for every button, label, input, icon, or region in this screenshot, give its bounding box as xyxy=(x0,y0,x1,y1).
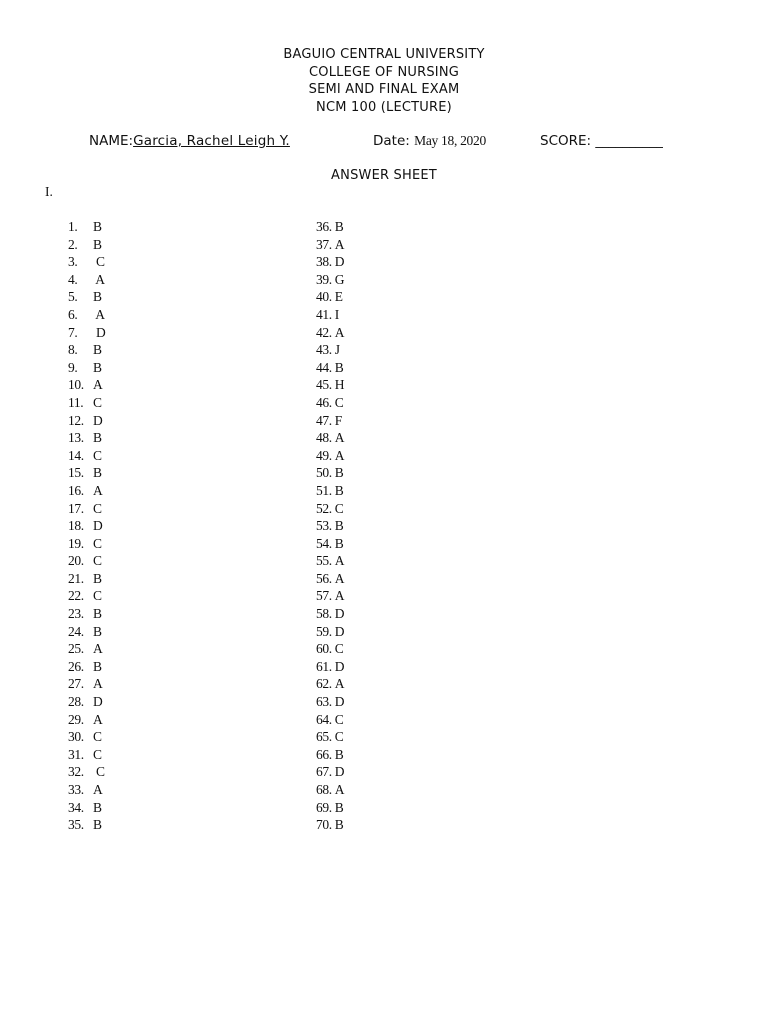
answer-number: 7. xyxy=(68,324,78,340)
answer-letter: D xyxy=(334,658,345,674)
answer-item xyxy=(316,447,476,465)
answer-letter: B xyxy=(93,623,102,639)
answer-number: 39. xyxy=(316,271,332,287)
answer-item xyxy=(316,763,476,781)
answer-letter: J xyxy=(334,342,340,358)
answer-letter: A xyxy=(334,447,345,463)
answer-number: 61. xyxy=(316,658,332,674)
answer-item xyxy=(316,341,476,359)
answer-number: 43. xyxy=(316,342,332,358)
answer-number: 67. xyxy=(316,764,332,780)
answer-letter: C xyxy=(93,553,102,569)
answer-letter: G xyxy=(334,271,345,287)
answer-letter: D xyxy=(93,694,103,710)
answer-letter: C xyxy=(334,711,344,727)
answer-letter: D xyxy=(334,764,345,780)
answer-letter: A xyxy=(93,377,103,393)
answer-item xyxy=(68,693,228,711)
answer-letter: C xyxy=(93,588,102,604)
answer-letter: B xyxy=(334,219,344,234)
college-name: COLLEGE OF NURSING xyxy=(308,64,460,80)
answer-item xyxy=(316,394,476,412)
answer-item xyxy=(68,464,228,482)
answer-letter: C xyxy=(334,641,344,657)
answer-number: 32. xyxy=(68,764,84,780)
answer-number: 46. xyxy=(316,394,332,410)
answer-item xyxy=(316,288,476,306)
answer-letter: A xyxy=(334,553,345,569)
university-name: BAGUIO CENTRAL UNIVERSITY xyxy=(283,47,485,62)
answer-item xyxy=(316,658,476,676)
answer-letter: A xyxy=(93,676,103,692)
name-block xyxy=(89,133,290,149)
answer-number: 40. xyxy=(316,289,332,305)
answer-number: 33. xyxy=(68,782,84,797)
answer-number: 17. xyxy=(68,500,84,516)
answer-item xyxy=(68,253,228,271)
answer-letter: C xyxy=(93,254,105,270)
answer-letter: B xyxy=(334,746,344,762)
answer-number: 53. xyxy=(316,518,332,534)
answer-letter: A xyxy=(93,306,105,322)
answer-item xyxy=(68,288,228,306)
answer-item xyxy=(316,464,476,482)
answer-item xyxy=(316,376,476,394)
answer-item xyxy=(68,640,228,658)
answer-letter: B xyxy=(334,817,344,833)
score-blank: __________ xyxy=(595,133,663,149)
answer-letter: C xyxy=(93,764,105,780)
answer-number: 68. xyxy=(316,782,332,797)
answer-letter: B xyxy=(334,482,344,498)
answer-letter: B xyxy=(93,359,102,375)
answer-item xyxy=(68,605,228,623)
answer-number: 64. xyxy=(316,711,332,727)
answer-letter: C xyxy=(93,746,102,762)
answer-letter: A xyxy=(93,482,103,498)
exam-date: May 18, 2020 xyxy=(414,133,486,148)
answer-letter: C xyxy=(93,447,102,463)
answer-number: 58. xyxy=(316,606,332,622)
answer-letter: D xyxy=(334,694,345,710)
answer-item xyxy=(68,394,228,412)
answer-item xyxy=(316,623,476,641)
answer-letter: A xyxy=(93,271,105,287)
student-info-row xyxy=(0,133,768,153)
answer-number: 8. xyxy=(68,342,78,358)
answer-letter: A xyxy=(334,588,345,604)
answer-item xyxy=(68,376,228,394)
answer-item xyxy=(316,728,476,746)
answer-letter: F xyxy=(334,412,342,428)
answer-sheet-title: ANSWER SHEET xyxy=(331,168,437,183)
answer-item xyxy=(68,500,228,518)
answer-item xyxy=(68,675,228,693)
answer-letter: D xyxy=(93,324,106,340)
answer-item xyxy=(316,746,476,764)
answer-item xyxy=(316,693,476,711)
answer-item xyxy=(68,306,228,324)
answer-number: 6. xyxy=(68,306,78,322)
answer-item xyxy=(68,271,228,289)
answer-item xyxy=(68,324,228,342)
answer-item xyxy=(68,412,228,430)
answer-number: 62. xyxy=(316,676,332,692)
answer-number: 18. xyxy=(68,518,84,534)
answer-letter: B xyxy=(334,465,344,481)
answer-number: 42. xyxy=(316,324,332,340)
answer-letter: C xyxy=(334,729,344,745)
answer-item xyxy=(316,324,476,342)
course-title: NCM 100 (LECTURE) xyxy=(316,99,452,115)
answer-item xyxy=(316,482,476,500)
answer-item xyxy=(68,728,228,746)
answer-item xyxy=(316,781,476,799)
answer-number: 2. xyxy=(68,236,78,252)
answer-number: 59. xyxy=(316,623,332,639)
answer-letter: D xyxy=(334,623,345,639)
answer-number: 51. xyxy=(316,482,332,498)
answer-number: 54. xyxy=(316,535,332,551)
answer-number: 9. xyxy=(68,359,78,375)
answer-letter: I xyxy=(334,306,339,322)
answer-item xyxy=(68,482,228,500)
answer-item xyxy=(68,746,228,764)
answer-item xyxy=(316,253,476,271)
answer-number: 23. xyxy=(68,606,84,622)
answer-number: 30. xyxy=(68,729,84,745)
answer-number: 70. xyxy=(316,817,332,833)
answer-letter: A xyxy=(334,676,345,692)
answer-item xyxy=(316,429,476,447)
answer-letter: A xyxy=(334,570,345,586)
answer-letter: A xyxy=(334,430,345,446)
answer-letter: C xyxy=(93,535,102,551)
answer-number: 14. xyxy=(68,447,84,463)
answer-number: 11. xyxy=(68,394,84,410)
answer-number: 44. xyxy=(316,359,332,375)
answer-letter: B xyxy=(93,289,102,305)
answer-item xyxy=(316,359,476,377)
answer-letter: B xyxy=(93,658,102,674)
answer-number: 34. xyxy=(68,799,84,815)
answer-letter: E xyxy=(334,289,343,305)
answer-letter: B xyxy=(334,359,344,375)
answer-number: 50. xyxy=(316,465,332,481)
answer-item xyxy=(68,816,228,834)
answer-item xyxy=(68,429,228,447)
answer-letter: C xyxy=(93,394,102,410)
answer-number: 52. xyxy=(316,500,332,516)
answer-number: 21. xyxy=(68,570,84,586)
name-label: NAME: xyxy=(89,133,134,149)
answer-letter: B xyxy=(93,465,102,481)
answer-number: 15. xyxy=(68,465,84,481)
answer-number: 26. xyxy=(68,658,84,674)
answer-number: 36. xyxy=(316,219,332,234)
answer-number: 19. xyxy=(68,535,84,551)
answer-letter: A xyxy=(93,782,103,797)
answer-number: 20. xyxy=(68,553,84,569)
answer-letter: A xyxy=(93,641,103,657)
student-name: Garcia, Rachel Leigh Y. xyxy=(133,133,290,149)
answer-item xyxy=(316,552,476,570)
answer-number: 13. xyxy=(68,430,84,446)
answer-letter: B xyxy=(93,606,102,622)
answer-item xyxy=(316,605,476,623)
answer-letter: A xyxy=(334,782,345,797)
answer-item xyxy=(316,816,476,834)
answer-item xyxy=(316,500,476,518)
answer-item xyxy=(316,675,476,693)
answer-item xyxy=(68,552,228,570)
answer-item xyxy=(68,535,228,553)
answer-item xyxy=(316,799,476,817)
answer-number: 48. xyxy=(316,430,332,446)
answer-number: 25. xyxy=(68,641,84,657)
answer-item xyxy=(68,359,228,377)
answer-number: 65. xyxy=(316,729,332,745)
date-label: Date: xyxy=(373,133,410,149)
answer-number: 12. xyxy=(68,412,84,428)
answer-letter: A xyxy=(334,324,345,340)
answer-item xyxy=(68,799,228,817)
answer-number: 24. xyxy=(68,623,84,639)
answer-number: 4. xyxy=(68,271,78,287)
answer-item xyxy=(316,535,476,553)
exam-title: SEMI AND FINAL EXAM xyxy=(308,82,460,97)
answer-item xyxy=(68,711,228,729)
answers-column-left xyxy=(68,218,228,834)
answer-item xyxy=(68,587,228,605)
score-block xyxy=(540,133,663,149)
answer-number: 16. xyxy=(68,482,84,498)
answer-letter: B xyxy=(93,342,102,358)
answer-number: 37. xyxy=(316,236,332,252)
answer-number: 57. xyxy=(316,588,332,604)
answer-number: 47. xyxy=(316,412,332,428)
answer-number: 56. xyxy=(316,570,332,586)
answer-letter: B xyxy=(93,219,102,234)
answer-letter: B xyxy=(93,799,102,815)
answer-item xyxy=(68,218,228,236)
score-label: SCORE: xyxy=(540,133,592,149)
answer-item xyxy=(68,763,228,781)
answer-item xyxy=(316,711,476,729)
answer-number: 38. xyxy=(316,254,332,270)
answer-letter: C xyxy=(93,500,102,516)
answer-number: 3. xyxy=(68,254,78,270)
answer-item xyxy=(68,623,228,641)
answer-letter: A xyxy=(93,711,103,727)
answer-number: 49. xyxy=(316,447,332,463)
answer-letter: B xyxy=(93,570,102,586)
answer-number: 10. xyxy=(68,377,84,393)
answer-letter: C xyxy=(334,394,344,410)
answer-number: 55. xyxy=(316,553,332,569)
answers-column-right xyxy=(316,218,476,834)
answer-letter: B xyxy=(93,430,102,446)
answer-item xyxy=(68,570,228,588)
answer-item xyxy=(68,447,228,465)
answer-number: 29. xyxy=(68,711,84,727)
answer-item xyxy=(316,640,476,658)
answer-number: 63. xyxy=(316,694,332,710)
answer-letter: A xyxy=(334,236,345,252)
answer-number: 5. xyxy=(68,289,78,305)
answer-number: 28. xyxy=(68,694,84,710)
answer-letter: D xyxy=(334,254,345,270)
answer-letter: D xyxy=(93,412,103,428)
answer-item xyxy=(68,236,228,254)
answer-number: 1. xyxy=(68,219,78,234)
answer-item xyxy=(316,587,476,605)
answer-number: 66. xyxy=(316,746,332,762)
answer-letter: C xyxy=(334,500,344,516)
answer-letter: H xyxy=(334,377,345,393)
answer-item xyxy=(68,781,228,799)
answer-letter: D xyxy=(93,518,103,534)
answer-item xyxy=(316,412,476,430)
answer-letter: B xyxy=(93,236,102,252)
answer-number: 60. xyxy=(316,641,332,657)
answer-item xyxy=(316,570,476,588)
answer-item xyxy=(316,306,476,324)
answer-number: 69. xyxy=(316,799,332,815)
answer-number: 22. xyxy=(68,588,84,604)
answer-number: 27. xyxy=(68,676,84,692)
answer-item xyxy=(68,341,228,359)
answer-letter: B xyxy=(334,535,344,551)
answer-item xyxy=(68,517,228,535)
answer-item xyxy=(68,658,228,676)
section-label: I. xyxy=(45,184,53,199)
answer-letter: B xyxy=(93,817,102,833)
answer-letter: B xyxy=(334,518,344,534)
answer-number: 31. xyxy=(68,746,84,762)
answer-item xyxy=(316,517,476,535)
answer-letter: B xyxy=(334,799,344,815)
answer-number: 45. xyxy=(316,377,332,393)
answer-item xyxy=(316,218,476,236)
answer-letter: C xyxy=(93,729,102,745)
answer-number: 35. xyxy=(68,817,84,833)
answer-letter: D xyxy=(334,606,345,622)
answer-item xyxy=(316,271,476,289)
answer-item xyxy=(316,236,476,254)
document-header xyxy=(0,46,768,116)
answer-number: 41. xyxy=(316,306,332,322)
date-block xyxy=(373,133,486,149)
